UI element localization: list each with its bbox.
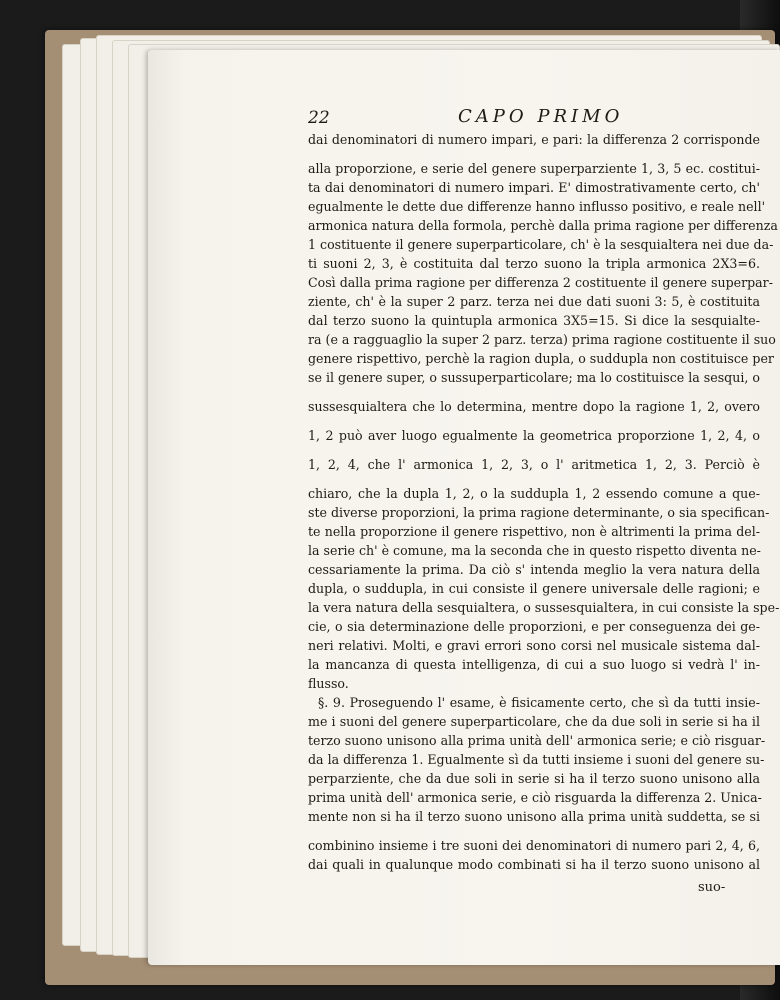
page-header [308,106,760,132]
text-line: sussesquialtera che lo determina, mentre dopo la ragione 1, 2, overo [308,399,760,414]
text-line: combinino insieme i tre suoni dei denominatori di numero pari 2, 4, 6, [308,838,760,853]
text-line: 1 costituente il genere superparticolare, ch' è la sesquialtera nei due da- [308,237,774,252]
text-line: cie, o sia determinazione delle proporzioni, e per conseguenza dei ge- [308,619,760,634]
page-number: 22 [308,108,330,128]
body-text [308,130,780,874]
text-line: egualmente le dette due differenze hanno influsso positivo, e reale nell' [308,199,766,214]
text-line: dal terzo suono la quintupla armonica 3X5=15. Si dice la sesquialte- [308,313,760,328]
running-title: CAPO PRIMO [458,106,624,127]
text-line: terzo suono unisono alla prima unità dell' armonica serie; e ciò risguar- [308,733,766,748]
catchword: suo- [698,880,726,895]
text-line: ste diverse proporzioni, la prima ragione determinante, o sia specifican- [308,505,770,520]
text-line: la vera natura della sesquialtera, o sussesquialtera, in cui consiste la spe- [308,600,780,615]
text-line: ta dai denominatori di numero impari. E' dimostrativamente certo, ch' [308,180,760,195]
text-line: mente non si ha il terzo suono unisono alla prima unità suddetta, se si [308,809,760,824]
text-line: genere rispettivo, perchè la ragion dupla, o suddupla non costituisce per [308,351,774,366]
text-line: se il genere super, o sussuperparticolare; ma lo costituisce la sesqui, o [308,370,760,385]
text-line: armonica natura della formola, perchè dalla prima ragione per differenza [308,218,778,233]
text-line: te nella proporzione il genere rispettivo, non è altrimenti la prima del- [308,524,760,539]
text-line: 1, 2, 4, che l' armonica 1, 2, 3, o l' aritmetica 1, 2, 3. Perciò è [308,457,760,472]
text-line: la serie ch' è comune, ma la seconda che in questo rispetto diventa ne- [308,543,761,558]
text-line: chiaro, che la dupla 1, 2, o la suddupla 1, 2 essendo comune a que- [308,486,760,501]
text-line: perparziente, che da due soli in serie si ha il terzo suono unisono alla [308,771,760,786]
text-line: la mancanza di questa intelligenza, di cui a suo luogo si vedrà l' in- [308,657,760,672]
text-line: neri relativi. Molti, e gravi errori sono corsi nel musicale sistema dal- [308,638,760,653]
text-line: Così dalla prima ragione per differenza 2 costituente il genere superpar- [308,275,773,290]
text-line: ti suoni 2, 3, è costituita dal terzo suono la tripla armonica 2X3=6. [308,256,760,271]
text-line: 1, 2 può aver luogo egualmente la geometrica proporzione 1, 2, 4, o [308,428,760,443]
text-line: dai denominatori di numero impari, e pari: la differenza 2 corrisponde [308,132,760,147]
text-line: prima unità dell' armonica serie, e ciò risguarda la differenza 2. Unica- [308,790,762,805]
text-line: me i suoni del genere superparticolare, che da due soli in serie si ha il [308,714,760,729]
text-line: da la differenza 1. Egualmente sì da tutti insieme i suoni del genere su- [308,752,765,767]
text-line: ziente, ch' è la super 2 parz. terza nei due dati suoni 3: 5, è costituita [308,294,760,309]
text-line: alla proporzione, e serie del genere superparziente 1, 3, 5 ec. costitui- [308,161,760,176]
text-line: flusso. [308,676,349,691]
text-line: §. 9. Proseguendo l' esame, è fisicamente certo, che sì da tutti insie- [318,695,760,710]
text-line: dupla, o suddupla, in cui consiste il genere universale delle ragioni; e [308,581,760,596]
text-line: cessariamente la prima. Da ciò s' intenda meglio la vera natura della [308,562,760,577]
text-line: dai quali in qualunque modo combinati si ha il terzo suono unisono al [308,857,760,872]
text-line: ra (e a ragguaglio la super 2 parz. terza) prima ragione costituente il suo [308,332,776,347]
